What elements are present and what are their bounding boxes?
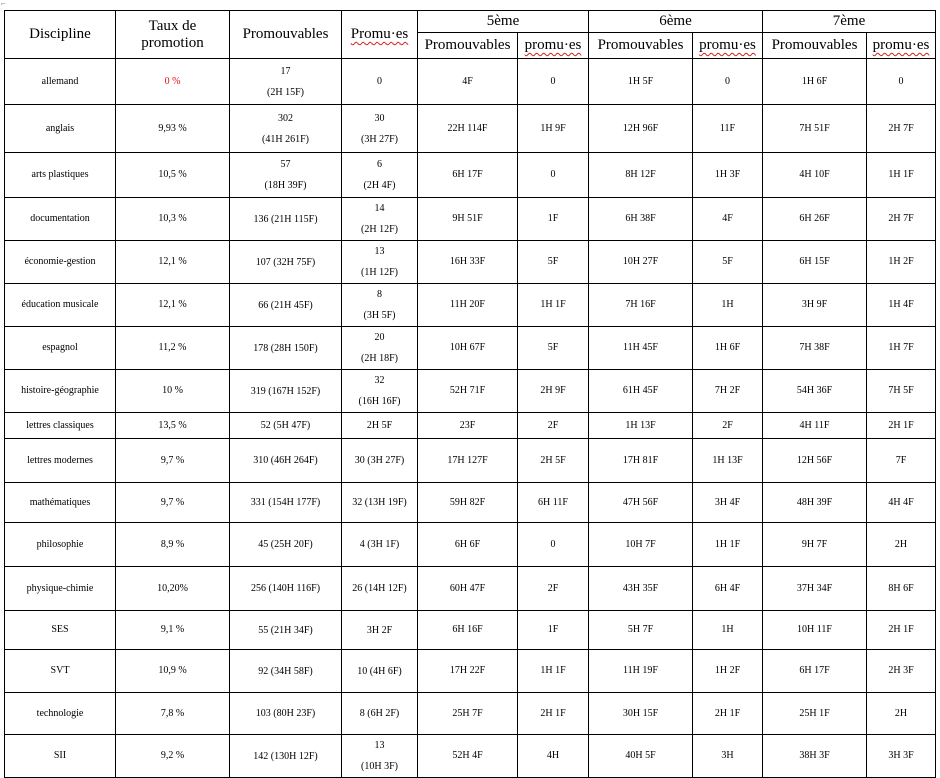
cell-discipline: allemand xyxy=(5,59,116,105)
cell-promus-6: 0 xyxy=(693,59,763,105)
cell-taux: 10,5 % xyxy=(116,153,230,198)
cell-promus xyxy=(342,284,418,327)
cell-promus-5: 2F xyxy=(518,413,589,439)
cell-promus xyxy=(342,153,418,198)
cell-promus-6: 4F xyxy=(693,198,763,241)
cell-promus-6: 1H 2F xyxy=(693,650,763,693)
cell-promus-5: 0 xyxy=(518,523,589,567)
cell-promouvables-5: 10H 67F xyxy=(418,327,518,370)
cell-promus-line: (2H 18F) xyxy=(361,353,398,364)
cell-promus-5: 2H 1F xyxy=(518,693,589,735)
subheader-promus-5 xyxy=(518,33,589,59)
cell-promus-line: 30 (3H 27F) xyxy=(354,455,405,466)
cell-promus xyxy=(342,241,418,284)
cell-promus-line: 2H 5F xyxy=(366,420,393,431)
cell-promus xyxy=(342,370,418,413)
cell-promus-6: 1H xyxy=(693,284,763,327)
table-row xyxy=(5,611,936,650)
cell-promus-5: 0 xyxy=(518,153,589,198)
cell-promus-line: 14 xyxy=(374,203,385,214)
header-taux: Taux de promotion xyxy=(116,11,230,59)
cell-discipline: éducation musicale xyxy=(5,284,116,327)
table-row xyxy=(5,413,936,439)
cell-promus-5: 1F xyxy=(518,198,589,241)
table-row xyxy=(5,105,936,153)
cell-promus-5: 1H 9F xyxy=(518,105,589,153)
cell-promouvables-line: 103 (80H 23F) xyxy=(255,708,316,719)
header-promus xyxy=(342,11,418,59)
cell-promouvables xyxy=(230,105,342,153)
cell-discipline: lettres classiques xyxy=(5,413,116,439)
cell-promouvables-line: 136 (21H 115F) xyxy=(253,213,318,225)
cell-promouvables xyxy=(230,567,342,611)
cell-promouvables-6: 30H 15F xyxy=(589,693,693,735)
cell-promouvables-line: 302 xyxy=(278,112,293,124)
cell-promus-line: (1H 12F) xyxy=(361,267,398,278)
header-grade-7: 7ème xyxy=(763,11,936,33)
cell-promus-6: 1H 6F xyxy=(693,327,763,370)
cell-promus xyxy=(342,439,418,483)
cell-promouvables-5: 17H 22F xyxy=(418,650,518,693)
cell-promouvables-7: 6H 17F xyxy=(763,650,867,693)
cell-promouvables-7: 37H 34F xyxy=(763,567,867,611)
cell-promouvables-6: 10H 27F xyxy=(589,241,693,284)
cell-promouvables-5: 23F xyxy=(418,413,518,439)
cell-promouvables-7: 25H 1F xyxy=(763,693,867,735)
cell-taux: 9,1 % xyxy=(116,611,230,650)
cell-promouvables-line: 92 (34H 58F) xyxy=(258,665,313,677)
cell-promouvables-5: 6H 6F xyxy=(418,523,518,567)
table-row xyxy=(5,735,936,778)
cell-promouvables-7: 6H 26F xyxy=(763,198,867,241)
cell-promouvables-6: 8H 12F xyxy=(589,153,693,198)
cell-promouvables-line: 142 (130H 12F) xyxy=(253,750,318,762)
cell-promouvables-5: 60H 47F xyxy=(418,567,518,611)
cell-promus-5: 2H 5F xyxy=(518,439,589,483)
header-grade-5: 5ème xyxy=(418,11,589,33)
cell-discipline: technologie xyxy=(5,693,116,735)
cell-promus-line: 32 (13H 19F) xyxy=(352,497,407,508)
cell-taux: 12,1 % xyxy=(116,241,230,284)
cell-taux: 9,7 % xyxy=(116,439,230,483)
cell-promus xyxy=(342,693,418,735)
cell-promouvables-7: 3H 9F xyxy=(763,284,867,327)
cell-promouvables xyxy=(230,59,342,105)
cell-promouvables-6: 43H 35F xyxy=(589,567,693,611)
table-row xyxy=(5,153,936,198)
cell-promus xyxy=(342,413,418,439)
cell-promouvables-6: 6H 38F xyxy=(589,198,693,241)
subheader-promus-6 xyxy=(693,33,763,59)
cell-discipline: histoire-géographie xyxy=(5,370,116,413)
cell-promus-5: 2F xyxy=(518,567,589,611)
cell-promus xyxy=(342,483,418,523)
cell-promus-7: 4H 4F xyxy=(867,483,936,523)
cell-promus-line: 13 xyxy=(374,740,385,751)
cell-promus xyxy=(342,198,418,241)
cell-promouvables xyxy=(230,735,342,778)
cell-promouvables xyxy=(230,413,342,439)
cell-promus-6: 5F xyxy=(693,241,763,284)
promotion-table xyxy=(4,10,936,778)
cell-promus-line: (16H 16F) xyxy=(358,396,401,407)
cell-promus-7: 7H 5F xyxy=(867,370,936,413)
cell-promus-5: 1H 1F xyxy=(518,284,589,327)
cell-promus-7: 2H 1F xyxy=(867,611,936,650)
cell-promus-7: 2H xyxy=(867,523,936,567)
cell-promus xyxy=(342,735,418,778)
cell-promus-5: 2H 9F xyxy=(518,370,589,413)
cell-taux: 8,9 % xyxy=(116,523,230,567)
cell-promouvables-6: 10H 7F xyxy=(589,523,693,567)
cell-promouvables-5: 52H 71F xyxy=(418,370,518,413)
cell-promus-7: 2H 7F xyxy=(867,105,936,153)
table-row xyxy=(5,523,936,567)
cell-discipline: arts plastiques xyxy=(5,153,116,198)
table-row xyxy=(5,483,936,523)
cell-promus-6: 7H 2F xyxy=(693,370,763,413)
cell-promouvables-5: 59H 82F xyxy=(418,483,518,523)
cell-promus-6: 6H 4F xyxy=(693,567,763,611)
cell-promus-6: 3H xyxy=(693,735,763,778)
cell-promouvables-6: 7H 16F xyxy=(589,284,693,327)
table-row xyxy=(5,241,936,284)
cell-promouvables-7: 9H 7F xyxy=(763,523,867,567)
cell-promouvables xyxy=(230,611,342,650)
cell-promouvables-5: 6H 16F xyxy=(418,611,518,650)
cell-promus xyxy=(342,567,418,611)
cell-discipline: mathématiques xyxy=(5,483,116,523)
table-row xyxy=(5,439,936,483)
cell-promouvables-6: 1H 13F xyxy=(589,413,693,439)
cell-promouvables-6: 40H 5F xyxy=(589,735,693,778)
cell-promus-7: 1H 1F xyxy=(867,153,936,198)
cell-promus xyxy=(342,611,418,650)
cell-promouvables-5: 6H 17F xyxy=(418,153,518,198)
cell-promus-line: 8 (6H 2F) xyxy=(359,708,400,719)
cell-promouvables-line: (41H 261F) xyxy=(262,133,309,145)
cell-promouvables-line: (2H 15F) xyxy=(267,86,304,98)
cell-promus-line: 8 xyxy=(377,289,382,300)
table-row xyxy=(5,370,936,413)
cell-promouvables-7: 4H 10F xyxy=(763,153,867,198)
cell-promouvables xyxy=(230,327,342,370)
cell-promouvables-7: 4H 11F xyxy=(763,413,867,439)
cell-promouvables-6: 17H 81F xyxy=(589,439,693,483)
cell-promouvables xyxy=(230,523,342,567)
cell-promouvables-5: 25H 7F xyxy=(418,693,518,735)
cell-discipline: SES xyxy=(5,611,116,650)
cell-promus xyxy=(342,650,418,693)
page-corner-mark: ⌐ xyxy=(1,0,6,8)
cell-promouvables-6: 61H 45F xyxy=(589,370,693,413)
cell-taux: 10,20% xyxy=(116,567,230,611)
cell-promus-line: (2H 4F) xyxy=(363,180,396,191)
cell-promus-line: 32 xyxy=(374,375,385,386)
cell-promus xyxy=(342,105,418,153)
cell-promus-5: 4H xyxy=(518,735,589,778)
cell-promouvables-5: 17H 127F xyxy=(418,439,518,483)
cell-promus-6: 1H xyxy=(693,611,763,650)
header-grade-6: 6ème xyxy=(589,11,763,33)
cell-promouvables-5: 11H 20F xyxy=(418,284,518,327)
cell-promouvables-7: 7H 38F xyxy=(763,327,867,370)
cell-promus-line: 6 xyxy=(377,159,382,170)
cell-taux: 10,3 % xyxy=(116,198,230,241)
cell-promouvables-6: 47H 56F xyxy=(589,483,693,523)
cell-promouvables-line: 57 xyxy=(280,159,291,170)
cell-promouvables-line: 256 (140H 116F) xyxy=(250,583,321,594)
cell-promouvables-line: 319 (167H 152F) xyxy=(250,385,321,397)
cell-discipline: documentation xyxy=(5,198,116,241)
cell-discipline: SII xyxy=(5,735,116,778)
cell-promouvables xyxy=(230,439,342,483)
table-body xyxy=(5,59,936,778)
cell-promouvables-line: 310 (46H 264F) xyxy=(253,455,318,466)
cell-promouvables-line: 52 (5H 47F) xyxy=(260,420,311,431)
cell-promus-line: 20 xyxy=(374,332,385,343)
cell-promouvables-6: 11H 19F xyxy=(589,650,693,693)
cell-taux: 9,7 % xyxy=(116,483,230,523)
cell-promus-7: 7F xyxy=(867,439,936,483)
subheader-promouvables-7: Promouvables xyxy=(763,33,867,59)
cell-taux: 9,2 % xyxy=(116,735,230,778)
cell-promouvables-7: 7H 51F xyxy=(763,105,867,153)
cell-promus-line: (3H 5F) xyxy=(363,310,396,321)
cell-promus-7: 8H 6F xyxy=(867,567,936,611)
cell-promouvables-6: 12H 96F xyxy=(589,105,693,153)
cell-promouvables xyxy=(230,284,342,327)
cell-promouvables-5: 9H 51F xyxy=(418,198,518,241)
cell-promus-7: 3H 3F xyxy=(867,735,936,778)
cell-promouvables xyxy=(230,153,342,198)
table-row xyxy=(5,693,936,735)
cell-promus-7: 1H 7F xyxy=(867,327,936,370)
cell-promouvables-line: 107 (32H 75F) xyxy=(255,256,316,268)
header-promus-text: Promu·es xyxy=(350,26,409,42)
cell-promus-line: 3H 2F xyxy=(366,624,393,636)
cell-promouvables-7: 12H 56F xyxy=(763,439,867,483)
subheader-promouvables-5: Promouvables xyxy=(418,33,518,59)
cell-discipline: SVT xyxy=(5,650,116,693)
cell-promus-6: 11F xyxy=(693,105,763,153)
cell-promouvables-7: 48H 39F xyxy=(763,483,867,523)
cell-promus xyxy=(342,523,418,567)
cell-promus-6: 1H 3F xyxy=(693,153,763,198)
cell-promouvables-7: 10H 11F xyxy=(763,611,867,650)
cell-promus-line: 26 (14H 12F) xyxy=(352,583,407,594)
cell-promus-line: 13 xyxy=(374,246,385,257)
cell-promouvables xyxy=(230,198,342,241)
cell-discipline: philosophie xyxy=(5,523,116,567)
cell-promus-6: 2H 1F xyxy=(693,693,763,735)
cell-promouvables-7: 1H 6F xyxy=(763,59,867,105)
cell-promouvables-7: 6H 15F xyxy=(763,241,867,284)
cell-promouvables-6: 5H 7F xyxy=(589,611,693,650)
subheader-promus-6-text: promu·es xyxy=(699,37,756,53)
cell-discipline: physique-chimie xyxy=(5,567,116,611)
cell-promouvables xyxy=(230,370,342,413)
cell-promouvables-line: 17 xyxy=(280,65,291,77)
header-discipline: Discipline xyxy=(5,11,116,59)
cell-promus-5: 1H 1F xyxy=(518,650,589,693)
cell-promouvables-5: 4F xyxy=(418,59,518,105)
subheader-promus-7-text: promu·es xyxy=(872,37,930,53)
cell-promus-line: 30 xyxy=(374,112,385,124)
cell-promus-6: 1H 13F xyxy=(693,439,763,483)
cell-promouvables-line: 55 (21H 34F) xyxy=(258,624,313,636)
cell-discipline: économie-gestion xyxy=(5,241,116,284)
cell-promus-line: 4 (3H 1F) xyxy=(359,539,400,550)
cell-promus-6: 2F xyxy=(693,413,763,439)
cell-promouvables xyxy=(230,650,342,693)
cell-taux: 10,9 % xyxy=(116,650,230,693)
table-row xyxy=(5,284,936,327)
cell-promouvables-line: 66 (21H 45F) xyxy=(258,299,313,311)
cell-promouvables-5: 22H 114F xyxy=(418,105,518,153)
cell-promus-5: 0 xyxy=(518,59,589,105)
cell-promus-7: 2H xyxy=(867,693,936,735)
cell-taux: 0 % xyxy=(116,59,230,105)
cell-promouvables-6: 1H 5F xyxy=(589,59,693,105)
cell-promus-7: 2H 3F xyxy=(867,650,936,693)
cell-promouvables-line: (18H 39F) xyxy=(264,180,307,191)
cell-promus-line: (3H 27F) xyxy=(361,133,398,145)
cell-promus-line: (2H 12F) xyxy=(361,224,398,235)
cell-promus-6: 1H 1F xyxy=(693,523,763,567)
cell-taux: 12,1 % xyxy=(116,284,230,327)
cell-discipline: anglais xyxy=(5,105,116,153)
cell-taux: 10 % xyxy=(116,370,230,413)
cell-promouvables-line: 178 (28H 150F) xyxy=(253,342,318,354)
subheader-promouvables-6: Promouvables xyxy=(589,33,693,59)
cell-promouvables-6: 11H 45F xyxy=(589,327,693,370)
cell-taux: 13,5 % xyxy=(116,413,230,439)
cell-promus-7: 2H 7F xyxy=(867,198,936,241)
cell-promus-line: 10 (4H 6F) xyxy=(357,665,402,677)
cell-taux: 9,93 % xyxy=(116,105,230,153)
cell-promus-5: 6H 11F xyxy=(518,483,589,523)
header-promouvables: Promouvables xyxy=(230,11,342,59)
cell-promus-7: 1H 4F xyxy=(867,284,936,327)
cell-promus-5: 5F xyxy=(518,241,589,284)
cell-promus-5: 1F xyxy=(518,611,589,650)
cell-taux: 7,8 % xyxy=(116,693,230,735)
cell-promus xyxy=(342,327,418,370)
cell-taux: 11,2 % xyxy=(116,327,230,370)
cell-promouvables-7: 38H 3F xyxy=(763,735,867,778)
cell-promouvables-line: 45 (25H 20F) xyxy=(258,539,313,550)
cell-promus-7: 1H 2F xyxy=(867,241,936,284)
cell-promouvables-line: 331 (154H 177F) xyxy=(250,497,321,508)
subheader-promus-7 xyxy=(867,33,936,59)
subheader-promus-5-text: promu·es xyxy=(524,37,582,53)
cell-promus xyxy=(342,59,418,105)
cell-promus-line: (10H 3F) xyxy=(361,761,398,772)
table-row xyxy=(5,327,936,370)
cell-promouvables xyxy=(230,241,342,284)
cell-promus-5: 5F xyxy=(518,327,589,370)
cell-discipline: lettres modernes xyxy=(5,439,116,483)
table-row xyxy=(5,567,936,611)
cell-discipline: espagnol xyxy=(5,327,116,370)
cell-promouvables-7: 54H 36F xyxy=(763,370,867,413)
cell-promus-line: 0 xyxy=(377,76,382,87)
cell-promouvables xyxy=(230,483,342,523)
table-row xyxy=(5,198,936,241)
cell-promus-6: 3H 4F xyxy=(693,483,763,523)
cell-promouvables-5: 16H 33F xyxy=(418,241,518,284)
cell-promus-7: 2H 1F xyxy=(867,413,936,439)
cell-promus-7: 0 xyxy=(867,59,936,105)
table-row xyxy=(5,59,936,105)
cell-promouvables-5: 52H 4F xyxy=(418,735,518,778)
table-row xyxy=(5,650,936,693)
cell-promouvables xyxy=(230,693,342,735)
